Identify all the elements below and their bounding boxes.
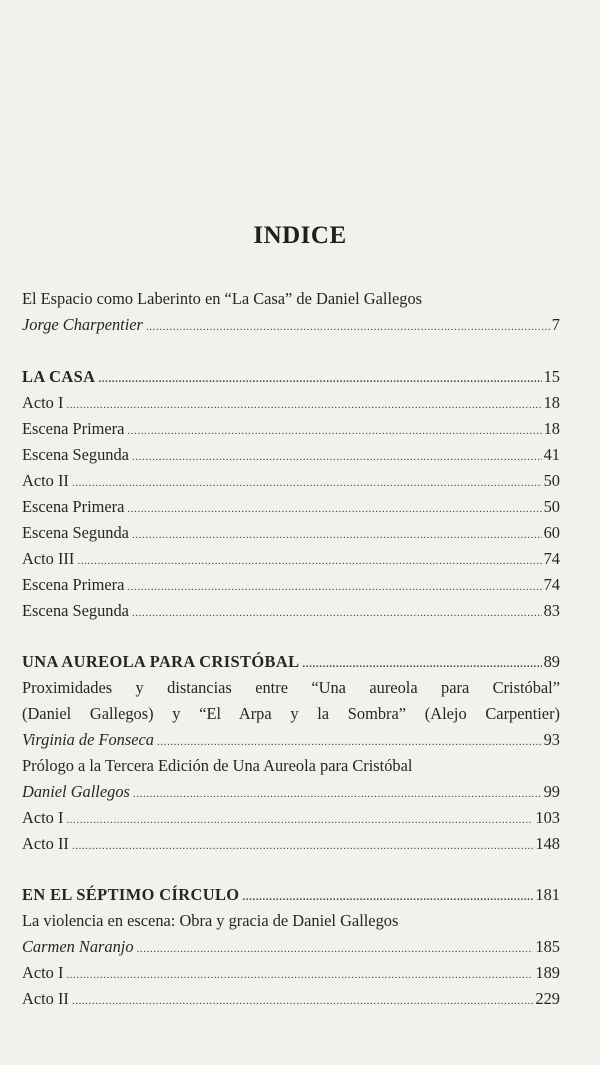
- entry-page: 229: [535, 989, 560, 1008]
- dot-leader: [66, 807, 533, 833]
- dot-leader: [66, 962, 533, 988]
- entry-page: 15: [543, 367, 560, 386]
- entry-page: 74: [543, 549, 560, 568]
- dot-leader: [242, 884, 533, 910]
- entry-label: El Espacio como Laberinto en “La Casa” de Daniel Gallegos: [22, 289, 423, 308]
- toc-entry: [22, 546, 560, 572]
- entry-page: 74: [543, 575, 560, 594]
- toc-entry: [22, 520, 560, 546]
- toc-entry-intro-title: [22, 286, 560, 312]
- table-of-contents: [22, 286, 560, 1012]
- toc-entry: [22, 390, 560, 416]
- toc-entry-prologue-author: [22, 779, 560, 805]
- entry-author: Virginia de Fonseca: [22, 730, 155, 749]
- entry-page: 18: [543, 393, 560, 412]
- toc-entry-essay-author: [22, 727, 560, 753]
- entry-label: Acto I: [22, 963, 64, 982]
- dot-leader: [66, 392, 541, 418]
- toc-entry: [22, 598, 560, 624]
- toc-entry: [22, 494, 560, 520]
- dot-leader: [132, 600, 542, 626]
- entry-label: Escena Primera: [22, 419, 125, 438]
- entry-page: 189: [535, 963, 560, 982]
- entry-label: Escena Primera: [22, 575, 125, 594]
- entry-label: (Daniel Gallegos) y “El Arpa y la Sombra” (Alejo Carpentier): [22, 704, 560, 723]
- toc-entry-prologue-title: [22, 753, 560, 779]
- entry-page: 60: [543, 523, 560, 542]
- toc-section-aureola: [22, 649, 560, 675]
- dot-leader: [127, 574, 541, 600]
- entry-page: 50: [543, 497, 560, 516]
- dot-leader: [72, 470, 542, 496]
- entry-label: Acto II: [22, 471, 69, 490]
- entry-author: Daniel Gallegos: [22, 782, 130, 801]
- entry-page: 148: [535, 834, 560, 853]
- dot-leader: [127, 496, 541, 522]
- entry-label: La violencia en escena: Obra y gracia de Daniel Gallegos: [22, 911, 399, 930]
- dot-leader: [132, 444, 542, 470]
- toc-entry: [22, 416, 560, 442]
- section-heading: EN EL SÉPTIMO CÍRCULO: [22, 885, 240, 904]
- toc-entry-essay-title: [22, 908, 560, 934]
- dot-leader: [72, 833, 534, 859]
- page-title: INDICE: [253, 222, 347, 249]
- entry-label: Escena Segunda: [22, 523, 129, 542]
- toc-entry: [22, 468, 560, 494]
- dot-leader: [98, 366, 541, 392]
- entry-label: Acto I: [22, 393, 64, 412]
- entry-page: 50: [543, 471, 560, 490]
- entry-label: Acto III: [22, 549, 75, 568]
- dot-leader: [72, 988, 534, 1014]
- section-heading: UNA AUREOLA PARA CRISTÓBAL: [22, 652, 300, 671]
- entry-page: 18: [543, 419, 560, 438]
- entry-page: 89: [543, 652, 560, 671]
- dot-leader: [157, 729, 542, 755]
- toc-entry: [22, 986, 560, 1012]
- dot-leader: [133, 781, 542, 807]
- entry-page: 99: [543, 782, 560, 801]
- entry-page: 41: [543, 445, 560, 464]
- entry-label: Escena Segunda: [22, 445, 129, 464]
- toc-section-septimo: [22, 882, 560, 908]
- entry-author: Jorge Charpentier: [22, 315, 143, 334]
- dot-leader: [127, 418, 541, 444]
- dot-leader: [77, 548, 541, 574]
- entry-page: 103: [535, 808, 560, 827]
- entry-label: Prólogo a la Tercera Edición de Una Aureola para Cristóbal: [22, 756, 413, 775]
- toc-entry-essay-author: [22, 934, 560, 960]
- entry-label: Acto II: [22, 834, 69, 853]
- entry-page: 83: [543, 601, 560, 620]
- dot-leader: [137, 936, 534, 962]
- entry-label: Escena Segunda: [22, 601, 129, 620]
- dot-leader: [146, 314, 550, 340]
- entry-author: Carmen Naranjo: [22, 937, 134, 956]
- entry-page: 7: [551, 315, 560, 334]
- toc-entry: [22, 442, 560, 468]
- dot-leader: [302, 651, 541, 677]
- toc-entry: [22, 572, 560, 598]
- entry-page: 185: [535, 937, 560, 956]
- entry-label: Acto I: [22, 808, 64, 827]
- entry-label: Escena Primera: [22, 497, 125, 516]
- entry-label: Acto II: [22, 989, 69, 1008]
- dot-leader: [132, 522, 542, 548]
- toc-entry: [22, 805, 560, 831]
- toc-entry: [22, 831, 560, 857]
- toc-entry-intro-author: [22, 312, 560, 338]
- entry-page: 181: [535, 885, 560, 904]
- toc-entry-essay-line: [22, 701, 560, 727]
- toc-entry-essay-line: [22, 675, 560, 701]
- entry-page: 93: [543, 730, 560, 749]
- toc-section-la-casa: [22, 364, 560, 390]
- entry-label: Proximidades y distancias entre “Una aureola para Cristóbal”: [22, 678, 560, 697]
- toc-entry: [22, 960, 560, 986]
- section-heading: LA CASA: [22, 367, 96, 386]
